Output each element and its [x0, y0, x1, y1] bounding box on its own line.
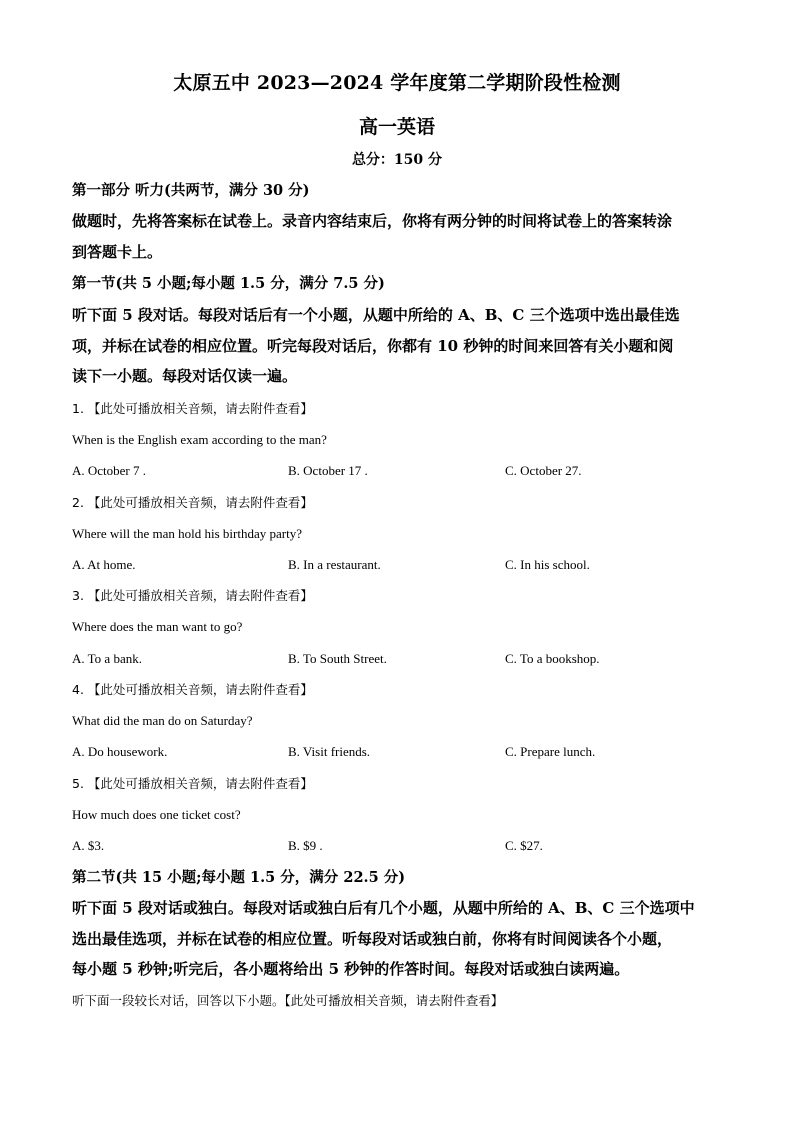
q4-option-c[interactable]: C. Prepare lunch. [505, 744, 596, 759]
section1-instruction-line: 读下一小题。每段对话仅读一遍。 [72, 367, 298, 385]
question-4: What did the man do on Saturday? [72, 713, 253, 728]
section1-heading: 第一节(共 5 小题;每小题 1.5 分，满分 7.5 分) [72, 275, 385, 292]
q3-option-b[interactable]: B. To South Street. [288, 651, 387, 666]
part1-intro-line: 到答题卡上。 [72, 242, 163, 261]
question-5: How much does one ticket cost? [72, 807, 241, 822]
total-score: 总分：150 分 [351, 152, 443, 168]
part1-intro [72, 206, 728, 267]
q2-option-a[interactable]: A. At home. [72, 557, 136, 572]
q2-option-b[interactable]: B. In a restaurant. [288, 557, 381, 572]
part1-heading: 第一部分 听力(共两节，满分 30 分) [72, 182, 310, 199]
exam-title: 太原五中 2023—2024 学年度第二学期阶段性检测 [173, 72, 621, 94]
section1-instruction-line: 项，并标在试卷的相应位置。听完每段对话后，你都有 10 秒钟的时间来回答有关小题和阅 [72, 336, 674, 355]
section2-instruction-line: 每小题 5 秒钟;听完后，各小题将给出 5 秒钟的作答时间。每段对话或独白读两遍。 [72, 960, 630, 978]
q2-option-c[interactable]: C. In his school. [505, 557, 590, 572]
audio-marker-2[interactable]: 2. 【此处可播放相关音频，请去附件查看】 [72, 495, 313, 510]
q1-option-a[interactable]: A. October 7 . [72, 463, 147, 478]
audio-marker-5[interactable]: 5. 【此处可播放相关音频，请去附件查看】 [72, 776, 313, 791]
q5-option-a[interactable]: A. $3. [72, 838, 105, 853]
section2-heading: 第二节(共 15 小题;每小题 1.5 分，满分 22.5 分) [72, 869, 406, 886]
question-1: When is the English exam according to the man? [72, 432, 327, 447]
q5-option-c[interactable]: C. $27. [505, 838, 543, 853]
section2-instructions [72, 893, 728, 985]
subject-title: 高一英语 [358, 116, 435, 138]
q4-option-a[interactable]: A. Do housework. [72, 744, 168, 759]
section2-instruction-line: 选出最佳选项，并标在试卷的相应位置。听每段对话或独白前，你将有时间阅读各个小题， [72, 929, 673, 948]
q1-option-c[interactable]: C. October 27. [505, 463, 582, 478]
section1-instructions [72, 300, 728, 392]
q3-option-a[interactable]: A. To a bank. [72, 651, 142, 666]
q1-option-b[interactable]: B. October 17 . [288, 463, 368, 478]
audio-marker-4[interactable]: 4. 【此处可播放相关音频，请去附件查看】 [72, 682, 313, 697]
question-3: Where does the man want to go? [72, 619, 243, 634]
section2-instruction-line: 听下面 5 段对话或独白。每段对话或独白后有几个小题，从题中所给的 A、B、C 三个选项中 [72, 899, 695, 917]
q5-option-b[interactable]: B. $9 . [288, 838, 323, 853]
q4-option-b[interactable]: B. Visit friends. [288, 744, 371, 759]
audio-marker-1[interactable]: 1. 【此处可播放相关音频，请去附件查看】 [72, 401, 313, 416]
part1-intro-line: 做题时，先将答案标在试卷上。录音内容结束后，你将有两分钟的时间将试卷上的答案转涂 [72, 212, 673, 230]
q3-option-c[interactable]: C. To a bookshop. [505, 651, 600, 666]
question-2: Where will the man hold his birthday party? [72, 526, 302, 541]
audio-marker-3[interactable]: 3. 【此处可播放相关音频，请去附件查看】 [72, 588, 313, 603]
section1-instruction-line: 听下面 5 段对话。每段对话后有一个小题，从题中所给的 A、B、C 三个选项中选出最佳选 [72, 306, 680, 324]
section2-audio-note[interactable]: 听下面一段较长对话，回答以下小题。【此处可播放相关音频，请去附件查看】 [72, 993, 504, 1008]
